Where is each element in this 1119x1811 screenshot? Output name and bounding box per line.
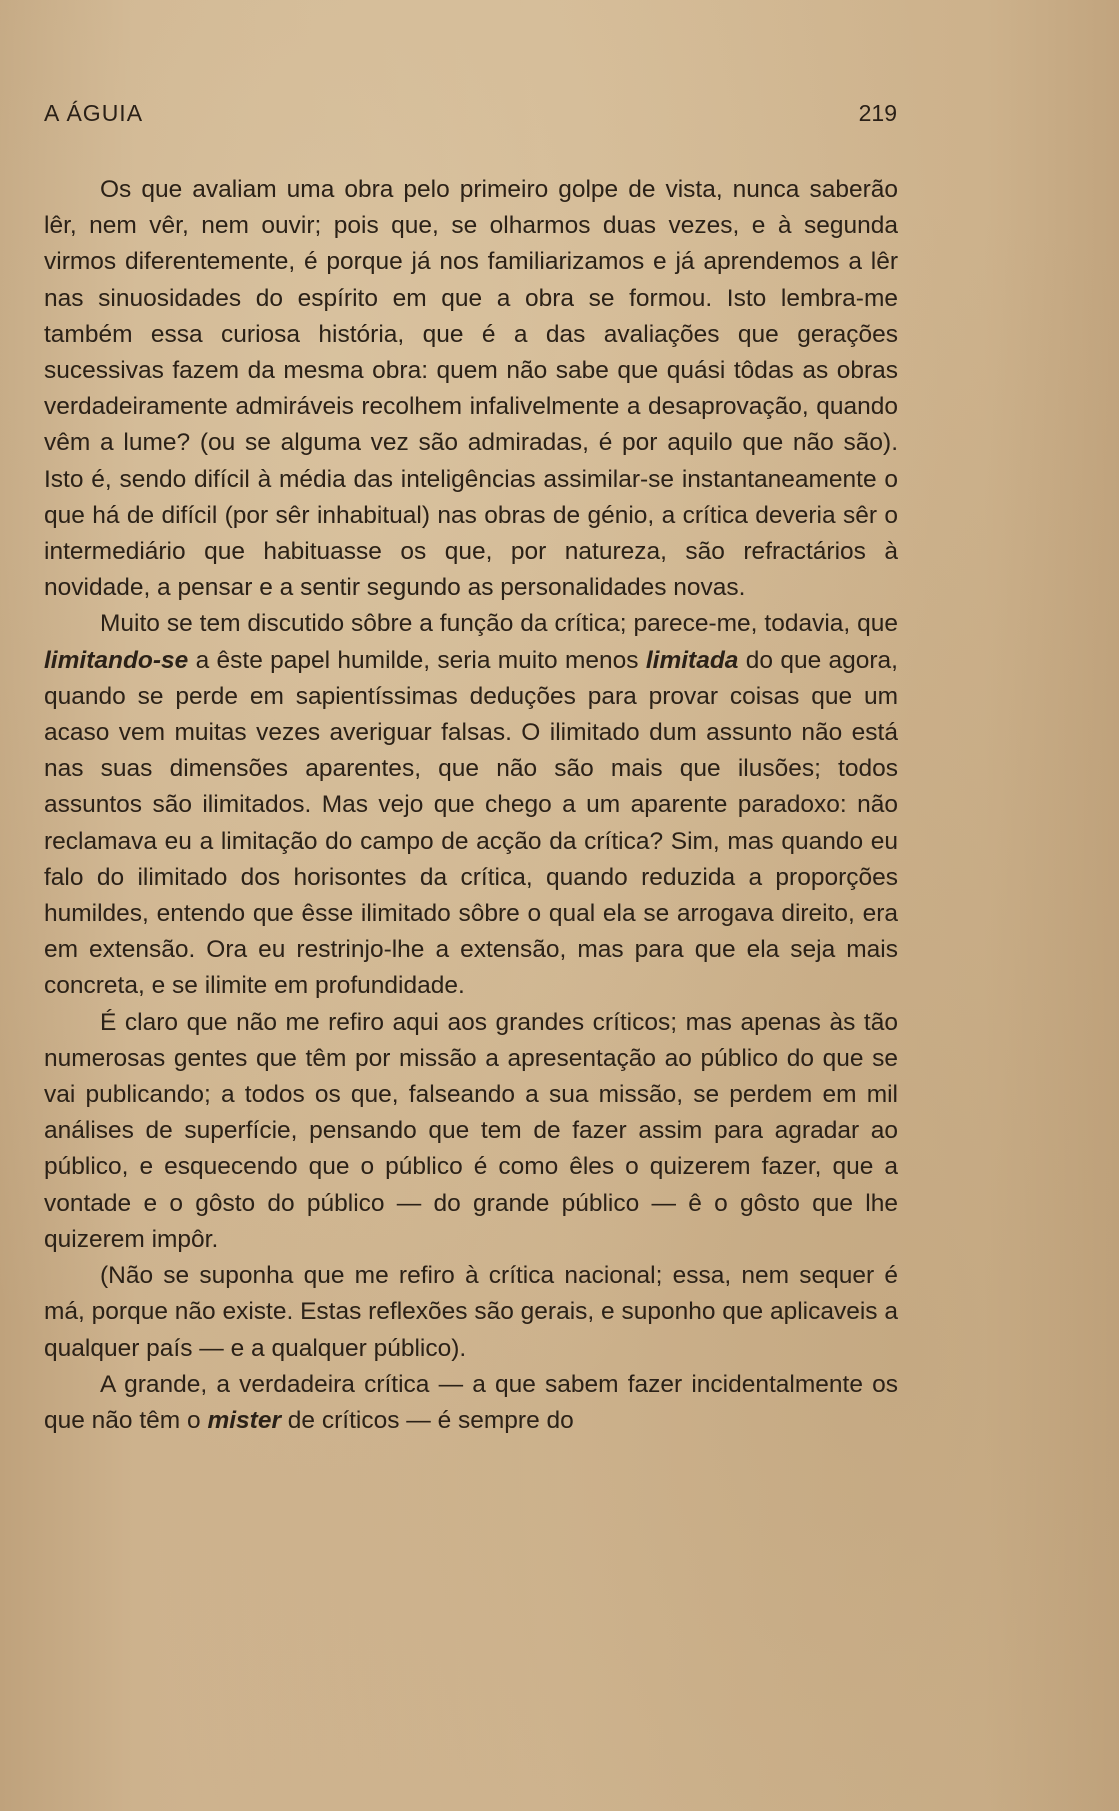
text-segment: Muito se tem discutido sôbre a função da crítica; parece-me, todavia, que bbox=[100, 610, 898, 638]
page-number: 219 bbox=[858, 100, 897, 126]
paragraph-1 bbox=[44, 172, 898, 606]
running-title: A ÁGUIA bbox=[44, 100, 144, 126]
paragraph-4 bbox=[44, 1258, 898, 1367]
text-segment: do que agora, quando se perde em sapientíssimas deduções para provar coisas que um acaso vem muitas vezes averiguar falsas. O ilimitado dum assunto não está nas suas dimensões aparentes, que não são mais que ilusões; todos assuntos são ilimitados. Mas vejo que chego a um aparente paradoxo: não reclamava eu a limitação do campo de acção da crítica? Sim, mas quando eu falo do ilimitado dos horisontes da crítica, quando reduzida a proporções humildes, entendo que êsse ilimitado sôbre o qual ela se arrogava direito, era em extensão. Ora eu restrinjo-lhe a extensão, mas para que ela seja mais concreta, e se ilimite em profundidade. bbox=[44, 646, 898, 1000]
text-segment: a êste papel humilde, seria muito menos bbox=[188, 646, 646, 674]
paragraph-5 bbox=[44, 1367, 898, 1439]
running-head bbox=[44, 100, 897, 134]
italic-term: limitada bbox=[645, 646, 739, 674]
paragraph-2 bbox=[44, 606, 898, 1004]
body-text bbox=[44, 172, 898, 1439]
text-segment: (Não se suponha que me refiro à crítica nacional; essa, nem sequer é má, porque não existe. Estas reflexões são gerais, e suponho que aplicaveis a qualquer país — e a qualquer público). bbox=[44, 1262, 898, 1362]
paragraph-3 bbox=[44, 1005, 898, 1258]
text-segment: A grande, a verdadeira crítica — a que sabem fazer incidentalmente os que não têm o bbox=[44, 1370, 898, 1434]
text-segment: É claro que não me refiro aqui aos grandes críticos; mas apenas às tão numerosas gentes que têm por missão a apresentação ao público do que se vai publicando; a todos os que, falseando a sua missão, se perdem em mil análises de superfície, pensando que tem de fazer assim para agradar ao público, e esquecendo que o público é como êles o quizerem fazer, que a vontade e o gôsto do público — do grande público — ê o gôsto que lhe quizerem impôr. bbox=[44, 1008, 898, 1253]
italic-term: limitando-se bbox=[44, 646, 189, 674]
text-segment: de críticos — é sempre do bbox=[281, 1406, 574, 1434]
text-segment: Os que avaliam uma obra pelo primeiro golpe de vista, nunca saberão lêr, nem vêr, nem ouvir; pois que, se olharmos duas vezes, e à segunda virmos diferentemente, é porque já nos familiarizamos e já aprendemos a lêr nas sinuosidades do espírito em que a obra se formou. Isto lembra-me também essa curiosa história, que é a das avaliações que gerações sucessivas fazem da mesma obra: quem não sabe que quási tôdas as obras verdadeiramente admiráveis recolhem infalivelmente a desaprovação, quando vêm a lume? (ou se alguma vez são admiradas, é por aquilo que não são). Isto é, sendo difícil à média das inteligências assimilar-se instantaneamente o que há de difícil (por sêr inhabitual) nas obras de génio, a crítica deveria sêr o intermediário que habituasse os que, por natureza, são refractários à novidade, a pensar e a sentir segundo as personalidades novas. bbox=[44, 176, 898, 602]
italic-term: mister bbox=[207, 1406, 281, 1434]
